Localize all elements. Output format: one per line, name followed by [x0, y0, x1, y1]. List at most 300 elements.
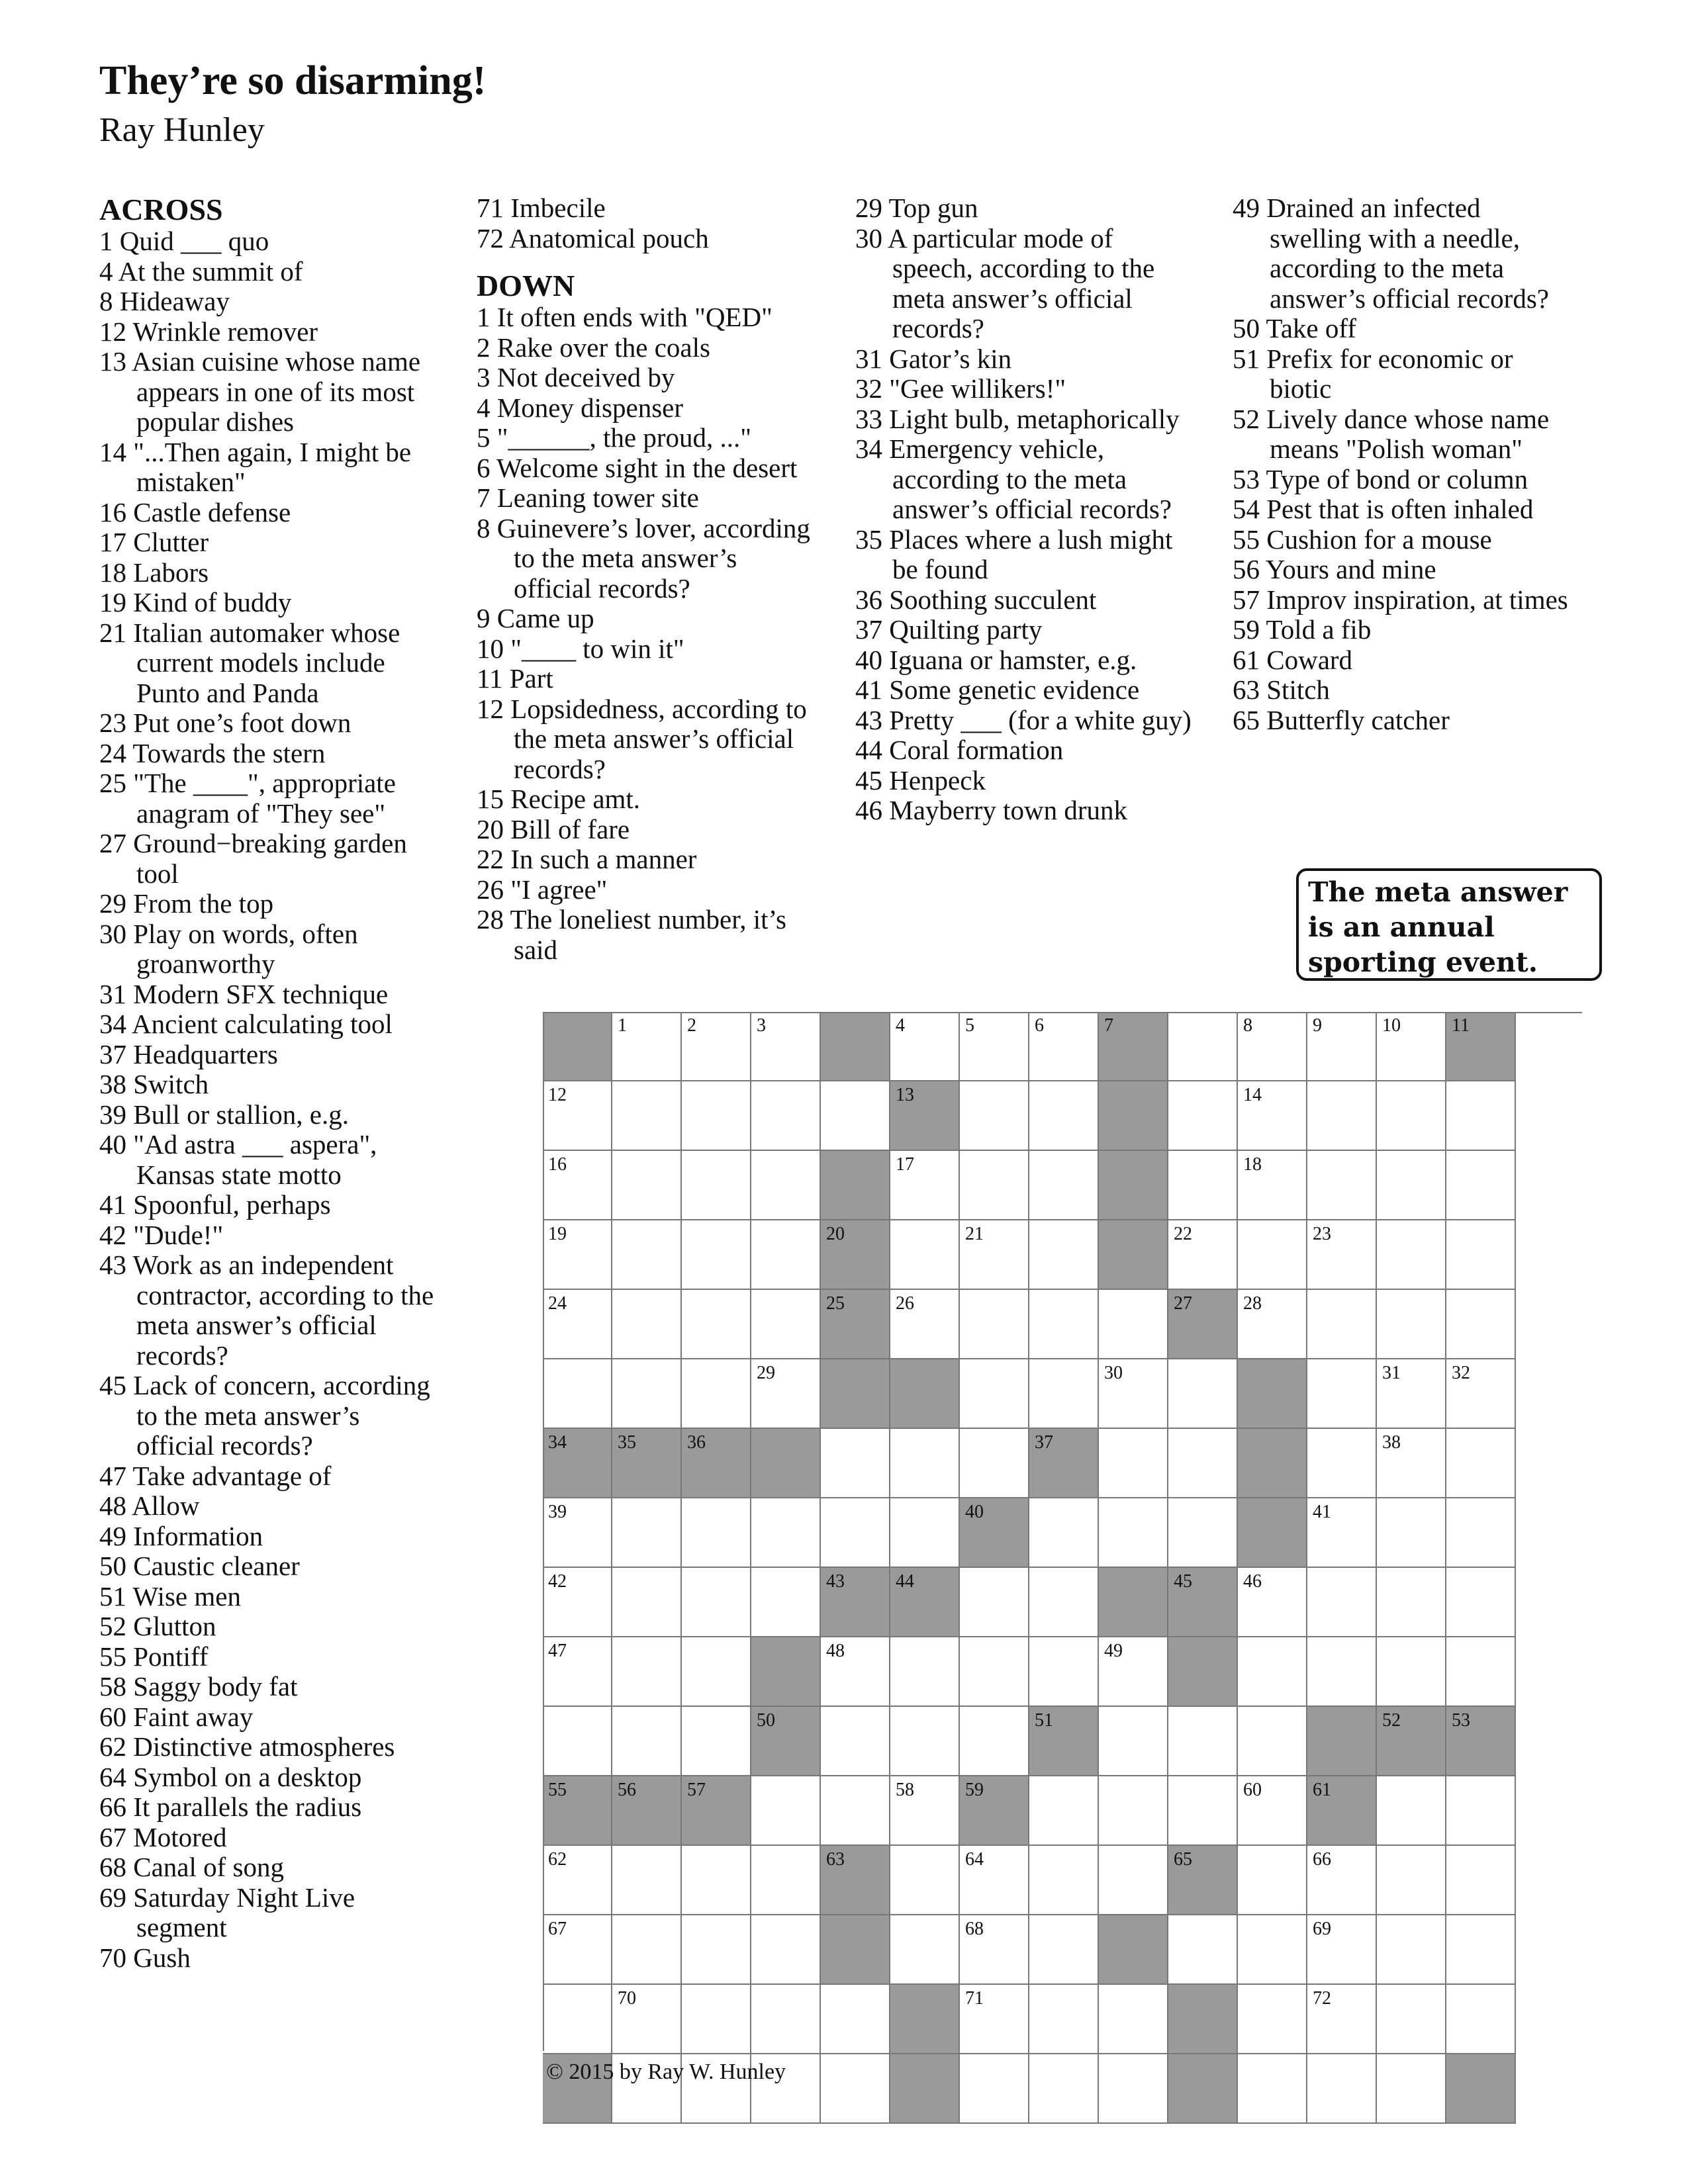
grid-cell[interactable] [1238, 1707, 1307, 1776]
grid-cell[interactable] [1446, 1568, 1516, 1637]
grid-cell[interactable] [751, 1151, 821, 1220]
cell-number: 10 [1382, 1015, 1401, 1036]
clue-column-2 [477, 193, 821, 965]
cell-number: 27 [1174, 1293, 1192, 1314]
across-clue: 43 Work as an independent contractor, according to the meta answer’s official records? [99, 1250, 434, 1371]
cell-number: 9 [1313, 1015, 1322, 1036]
down-clue: 28 The loneliest number, it’s said [477, 904, 786, 965]
black-square [1099, 1151, 1168, 1220]
grid-cell[interactable] [890, 1012, 960, 1081]
grid-cell[interactable] [1446, 1637, 1516, 1707]
grid-cell[interactable] [1377, 1637, 1446, 1707]
grid-cell[interactable] [1238, 1290, 1307, 1359]
grid-cell[interactable] [751, 1498, 821, 1568]
grid-cell[interactable] [1307, 1290, 1377, 1359]
grid-cell[interactable] [612, 1568, 682, 1637]
cell-number: 2 [687, 1015, 696, 1036]
grid-cell[interactable] [1099, 1359, 1168, 1429]
grid-cell[interactable] [1029, 1568, 1099, 1637]
black-square [682, 1429, 751, 1498]
cell-number: 8 [1243, 1015, 1252, 1036]
grid-cell[interactable] [1377, 1985, 1446, 2054]
black-square [543, 1776, 612, 1846]
grid-cell[interactable] [1238, 1220, 1307, 1290]
grid-cell[interactable] [1307, 1568, 1377, 1637]
across-clue: 72 Anatomical pouch [477, 222, 709, 253]
down-clue: 57 Improv inspiration, at times [1233, 584, 1568, 615]
grid-cell[interactable] [751, 1290, 821, 1359]
down-clue: 9 Came up [477, 603, 594, 633]
grid-cell[interactable] [1238, 1776, 1307, 1846]
grid-cell[interactable] [821, 1776, 890, 1846]
down-clue: 30 A particular mode of speech, according to the meta answer’s official records? [855, 222, 1155, 343]
grid-cell[interactable] [543, 1151, 612, 1220]
grid-cell[interactable] [1307, 1359, 1377, 1429]
grid-cell[interactable] [1029, 1637, 1099, 1707]
grid-cell[interactable] [1099, 1707, 1168, 1776]
grid-cell[interactable] [543, 1081, 612, 1151]
down-clue: 53 Type of bond or column [1233, 463, 1528, 494]
down-clue: 5 "______, the proud, ..." [477, 422, 751, 453]
down-clue: 50 Take off [1233, 313, 1356, 343]
across-clue: 21 Italian automaker whose current models include Punto and Panda [99, 617, 400, 708]
cell-number: 40 [965, 1502, 984, 1522]
cell-number: 63 [826, 1849, 845, 1870]
grid-cell[interactable] [682, 1707, 751, 1776]
cell-number: 50 [757, 1710, 775, 1731]
grid-cell[interactable] [682, 1846, 751, 1915]
grid-cell[interactable] [1238, 1568, 1307, 1637]
grid-cell[interactable] [1099, 1846, 1168, 1915]
cell-number: 71 [965, 1988, 984, 2009]
grid-cell[interactable] [1029, 2054, 1099, 2124]
grid-cell[interactable] [1238, 1846, 1307, 1915]
grid-cell[interactable] [890, 1915, 960, 1985]
grid-cell[interactable] [821, 1637, 890, 1707]
down-clue: 7 Leaning tower site [477, 482, 699, 513]
down-clue: 56 Yours and mine [1233, 554, 1436, 584]
grid-cell[interactable] [1029, 1290, 1099, 1359]
black-square [821, 1359, 890, 1429]
grid-cell[interactable] [1238, 2054, 1307, 2124]
cell-number: 56 [618, 1780, 636, 1800]
grid-cell[interactable] [1029, 1985, 1099, 2054]
grid-cell[interactable] [1377, 1498, 1446, 1568]
across-clue: 51 Wise men [99, 1580, 241, 1612]
grid-cell[interactable] [1099, 2054, 1168, 2124]
across-clue: 25 "The ____", appropriate anagram of "They see" [99, 768, 396, 829]
down-clue: 49 Drained an infected swelling with a needle, according to the meta answer’s official records? [1233, 193, 1549, 314]
black-square [1238, 1359, 1307, 1429]
across-clue: 55 Pontiff [99, 1641, 209, 1672]
grid-cell[interactable] [1446, 1776, 1516, 1846]
grid-cell[interactable] [682, 1985, 751, 2054]
grid-cell[interactable] [821, 1081, 890, 1151]
grid-cell[interactable] [751, 1359, 821, 1429]
cell-number: 57 [687, 1780, 706, 1800]
cell-number: 39 [548, 1502, 567, 1522]
cell-number: 61 [1313, 1780, 1331, 1800]
black-square [1238, 1429, 1307, 1498]
cell-number: 4 [896, 1015, 905, 1036]
across-clue: 30 Play on words, often groanworthy [99, 918, 358, 979]
across-clue: 64 Symbol on a desktop [99, 1761, 362, 1792]
across-clue: 34 Ancient calculating tool [99, 1009, 393, 1039]
grid-cell[interactable] [960, 1985, 1029, 2054]
across-clue: 60 Faint away [99, 1701, 254, 1732]
grid-cell[interactable] [1446, 1915, 1516, 1985]
grid-cell[interactable] [1029, 1151, 1099, 1220]
grid-cell[interactable] [890, 1151, 960, 1220]
grid-cell[interactable] [1168, 1359, 1238, 1429]
down-clue: 52 Lively dance whose name means "Polish woman" [1233, 403, 1550, 464]
grid-cell[interactable] [821, 1707, 890, 1776]
grid-cell[interactable] [612, 1707, 682, 1776]
across-clue: 50 Caustic cleaner [99, 1551, 300, 1581]
grid-cell[interactable] [890, 1498, 960, 1568]
black-square [1168, 2054, 1238, 2124]
grid-cell[interactable] [1238, 1915, 1307, 1985]
grid-cell[interactable] [612, 1915, 682, 1985]
grid-cell[interactable] [1307, 1915, 1377, 1985]
grid-cell[interactable] [612, 1359, 682, 1429]
grid-cell[interactable] [612, 1151, 682, 1220]
grid-cell[interactable] [1029, 1846, 1099, 1915]
grid-cell[interactable] [1168, 1915, 1238, 1985]
across-clue: 45 Lack of concern, according to the meta answer’s official records? [99, 1370, 430, 1461]
grid-cell[interactable] [1168, 1012, 1238, 1081]
grid-cell[interactable] [1168, 1081, 1238, 1151]
grid-cell[interactable] [1238, 1012, 1307, 1081]
grid-cell[interactable] [751, 1568, 821, 1637]
black-square [821, 1012, 890, 1081]
down-clue: 12 Lopsidedness, according to the meta answer’s official records? [477, 693, 807, 784]
grid-cell[interactable] [751, 1846, 821, 1915]
grid-cell[interactable] [612, 1220, 682, 1290]
across-clue: 69 Saturday Night Live segment [99, 1882, 355, 1942]
grid-cell[interactable] [612, 1012, 682, 1081]
black-square [821, 1568, 890, 1637]
cell-number: 51 [1035, 1710, 1053, 1731]
cell-number: 1 [618, 1015, 627, 1036]
grid-cell[interactable] [1307, 1012, 1377, 1081]
grid-cell[interactable] [751, 1776, 821, 1846]
grid-cell[interactable] [612, 1498, 682, 1568]
grid-cell[interactable] [543, 1915, 612, 1985]
grid-cell[interactable] [1029, 1915, 1099, 1985]
grid-cell[interactable] [682, 1498, 751, 1568]
grid-cell[interactable] [612, 1846, 682, 1915]
across-clue: 12 Wrinkle remover [99, 316, 318, 347]
cell-number: 43 [826, 1571, 845, 1592]
grid-cell[interactable] [960, 1151, 1029, 1220]
grid-cell[interactable] [1446, 1429, 1516, 1498]
grid-cell[interactable] [543, 1290, 612, 1359]
cell-number: 44 [896, 1571, 914, 1592]
cell-number: 66 [1313, 1849, 1331, 1870]
cell-number: 70 [618, 1988, 636, 2009]
across-clue: 62 Distinctive atmospheres [99, 1731, 395, 1762]
grid-cell[interactable] [751, 1081, 821, 1151]
down-clue: 46 Mayberry town drunk [855, 795, 1128, 825]
grid-cell[interactable] [751, 1220, 821, 1290]
grid-cell[interactable] [543, 1220, 612, 1290]
cell-number: 67 [548, 1919, 567, 1939]
down-clue: 33 Light bulb, metaphorically [855, 403, 1180, 434]
black-square [1029, 1707, 1099, 1776]
grid-cell[interactable] [682, 1220, 751, 1290]
grid-cell[interactable] [682, 1151, 751, 1220]
grid-cell[interactable] [890, 1707, 960, 1776]
grid-cell[interactable] [960, 1012, 1029, 1081]
cell-number: 62 [548, 1849, 567, 1870]
puzzle-author: Ray Hunley [99, 111, 265, 149]
grid-cell[interactable] [612, 1081, 682, 1151]
across-clue: 67 Motored [99, 1821, 227, 1852]
grid-cell[interactable] [1099, 1429, 1168, 1498]
grid-cell[interactable] [960, 1846, 1029, 1915]
grid-cell[interactable] [1377, 1846, 1446, 1915]
grid-cell[interactable] [1168, 1151, 1238, 1220]
grid-cell[interactable] [890, 1776, 960, 1846]
grid-cell[interactable] [543, 1359, 612, 1429]
black-square [821, 1290, 890, 1359]
black-square [890, 1359, 960, 1429]
grid-cell[interactable] [960, 1081, 1029, 1151]
cell-number: 6 [1035, 1015, 1044, 1036]
grid-cell[interactable] [1377, 1151, 1446, 1220]
down-clue: 2 Rake over the coals [477, 332, 710, 363]
across-clue: 66 It parallels the radius [99, 1792, 362, 1822]
grid-cell[interactable] [1446, 1359, 1516, 1429]
grid-cell[interactable] [543, 1498, 612, 1568]
grid-cell[interactable] [960, 1359, 1029, 1429]
grid-cell[interactable] [1377, 1220, 1446, 1290]
cell-number: 14 [1243, 1085, 1262, 1105]
grid-cell[interactable] [1029, 1220, 1099, 1290]
grid-cell[interactable] [1099, 1290, 1168, 1359]
grid-cell[interactable] [1307, 1637, 1377, 1707]
grid-cell[interactable] [543, 1637, 612, 1707]
grid-cell[interactable] [1446, 1498, 1516, 1568]
grid-cell[interactable] [1377, 1915, 1446, 1985]
grid-cell[interactable] [890, 1220, 960, 1290]
grid-cell[interactable] [1377, 1568, 1446, 1637]
grid-cell[interactable] [960, 1707, 1029, 1776]
grid-cell[interactable] [682, 1568, 751, 1637]
grid-cell[interactable] [1029, 1359, 1099, 1429]
down-clue: 61 Coward [1233, 644, 1353, 675]
grid-cell[interactable] [1377, 1429, 1446, 1498]
cell-number: 55 [548, 1780, 567, 1800]
grid-cell[interactable] [1029, 1776, 1099, 1846]
across-clue: 49 Information [99, 1520, 263, 1551]
grid-cell[interactable] [1446, 1985, 1516, 2054]
grid-cell[interactable] [1238, 1637, 1307, 1707]
grid-cell[interactable] [1377, 2054, 1446, 2124]
grid-cell[interactable] [682, 1359, 751, 1429]
down-clue: 8 Guinevere’s lover, according to the meta answer’s official records? [477, 512, 810, 604]
across-clue: 31 Modern SFX technique [99, 978, 389, 1009]
across-clue-list-part-1 [99, 226, 444, 1973]
grid-cell[interactable] [1099, 1637, 1168, 1707]
grid-cell[interactable] [682, 1012, 751, 1081]
down-clue: 32 "Gee willikers!" [855, 373, 1066, 404]
grid-cell[interactable] [960, 1220, 1029, 1290]
grid-cell[interactable] [1029, 1498, 1099, 1568]
grid-cell[interactable] [1307, 1081, 1377, 1151]
cell-number: 11 [1452, 1015, 1470, 1036]
grid-cell[interactable] [543, 1846, 612, 1915]
black-square [543, 1012, 612, 1081]
cell-number: 13 [896, 1085, 914, 1105]
grid-cell[interactable] [1099, 1985, 1168, 2054]
across-clue-list-part-2 [477, 193, 821, 253]
black-square [960, 1498, 1029, 1568]
down-clue: 44 Coral formation [855, 735, 1064, 765]
grid-cell[interactable] [612, 1290, 682, 1359]
grid-cell[interactable] [1307, 1429, 1377, 1498]
down-clue: 54 Pest that is often inhaled [1233, 494, 1534, 524]
grid-cell[interactable] [612, 1637, 682, 1707]
cell-number: 36 [687, 1432, 706, 1453]
grid-cell[interactable] [1307, 1846, 1377, 1915]
cell-number: 58 [896, 1780, 914, 1800]
grid-cell[interactable] [890, 1290, 960, 1359]
down-clue: 63 Stitch [1233, 674, 1330, 705]
grid-cell[interactable] [821, 1985, 890, 2054]
cell-number: 65 [1174, 1849, 1192, 1870]
across-clue: 71 Imbecile [477, 193, 606, 223]
cell-number: 32 [1452, 1363, 1470, 1383]
grid-cell[interactable] [1168, 1707, 1238, 1776]
down-clue: 43 Pretty ___ (for a white guy) [855, 704, 1192, 735]
across-clue: 29 From the top [99, 888, 274, 919]
grid-cell[interactable] [960, 2054, 1029, 2124]
black-square [682, 1776, 751, 1846]
grid-cell[interactable] [751, 1915, 821, 1985]
grid-cell[interactable] [960, 1429, 1029, 1498]
black-square [612, 1429, 682, 1498]
black-square [1099, 1220, 1168, 1290]
across-clue: 14 "...Then again, I might be mistaken" [99, 436, 412, 497]
black-square [1446, 2054, 1516, 2124]
across-heading: ACROSS [99, 193, 223, 226]
grid-cell[interactable] [821, 1429, 890, 1498]
grid-cell[interactable] [1446, 1081, 1516, 1151]
grid-cell[interactable] [612, 1985, 682, 2054]
cell-number: 64 [965, 1849, 984, 1870]
grid-cell[interactable] [1446, 1220, 1516, 1290]
black-square [543, 1429, 612, 1498]
grid-cell[interactable] [682, 1915, 751, 1985]
grid-cell[interactable] [1307, 1498, 1377, 1568]
grid-cell[interactable] [960, 1568, 1029, 1637]
cell-number: 42 [548, 1571, 567, 1592]
across-clue: 38 Switch [99, 1069, 209, 1099]
grid-cell[interactable] [890, 1429, 960, 1498]
across-clue: 41 Spoonful, perhaps [99, 1189, 331, 1220]
across-clue: 1 Quid ___ quo [99, 226, 269, 256]
grid-cell[interactable] [1307, 2054, 1377, 2124]
across-clue: 70 Gush [99, 1942, 191, 1973]
grid-cell[interactable] [1446, 1846, 1516, 1915]
across-clue: 37 Headquarters [99, 1038, 278, 1069]
grid-cell[interactable] [1377, 1776, 1446, 1846]
grid-cell[interactable] [1029, 1012, 1099, 1081]
grid-cell[interactable] [543, 1568, 612, 1637]
grid-cell[interactable] [890, 1846, 960, 1915]
cell-number: 37 [1035, 1432, 1053, 1453]
black-square [890, 1568, 960, 1637]
black-square [1099, 1915, 1168, 1985]
down-clue-list-part-2 [855, 193, 1199, 826]
grid-cell[interactable] [1377, 1290, 1446, 1359]
black-square [821, 1151, 890, 1220]
grid-cell[interactable] [1446, 1151, 1516, 1220]
grid-cell[interactable] [960, 1637, 1029, 1707]
down-clue: 22 In such a manner [477, 844, 697, 874]
grid-cell[interactable] [821, 2054, 890, 2124]
cell-number: 18 [1243, 1154, 1262, 1175]
down-clue: 15 Recipe amt. [477, 784, 641, 814]
across-clue: 8 Hideaway [99, 286, 230, 316]
grid-cell[interactable] [1377, 1012, 1446, 1081]
across-clue: 58 Saggy body fat [99, 1671, 298, 1702]
grid-cell[interactable] [682, 1081, 751, 1151]
grid-cell[interactable] [751, 1985, 821, 2054]
black-square [890, 1985, 960, 2054]
cell-number: 17 [896, 1154, 914, 1175]
grid-cell[interactable] [682, 1290, 751, 1359]
grid-cell[interactable] [1168, 1776, 1238, 1846]
black-square [1238, 1498, 1307, 1568]
grid-cell[interactable] [960, 1915, 1029, 1985]
black-square [751, 1707, 821, 1776]
cell-number: 34 [548, 1432, 567, 1453]
grid-cell[interactable] [682, 1637, 751, 1707]
grid-cell[interactable] [1168, 1220, 1238, 1290]
grid-cell[interactable] [821, 1498, 890, 1568]
grid-cell[interactable] [1238, 1985, 1307, 2054]
grid-cell[interactable] [1446, 1290, 1516, 1359]
grid-cell[interactable] [960, 1290, 1029, 1359]
grid-cell[interactable] [543, 1985, 612, 2054]
cell-number: 59 [965, 1780, 984, 1800]
grid-cell[interactable] [1307, 1985, 1377, 2054]
grid-cell[interactable] [1377, 1081, 1446, 1151]
grid-cell[interactable] [1099, 1498, 1168, 1568]
grid-cell[interactable] [1307, 1220, 1377, 1290]
cell-number: 22 [1174, 1224, 1192, 1244]
cell-number: 29 [757, 1363, 775, 1383]
black-square [1029, 1429, 1099, 1498]
black-square [890, 1081, 960, 1151]
grid-cell[interactable] [1238, 1151, 1307, 1220]
grid-cell[interactable] [1377, 1359, 1446, 1429]
grid-cell[interactable] [1099, 1776, 1168, 1846]
grid-cell[interactable] [1168, 1498, 1238, 1568]
down-clue: 3 Not deceived by [477, 362, 675, 392]
cell-number: 31 [1382, 1363, 1401, 1383]
grid-cell[interactable] [1168, 1429, 1238, 1498]
grid-cell[interactable] [1029, 1081, 1099, 1151]
grid-cell[interactable] [890, 1637, 960, 1707]
grid-cell[interactable] [751, 1012, 821, 1081]
grid-cell[interactable] [543, 1707, 612, 1776]
grid-cell[interactable] [1238, 1081, 1307, 1151]
grid-cell[interactable] [1307, 1151, 1377, 1220]
